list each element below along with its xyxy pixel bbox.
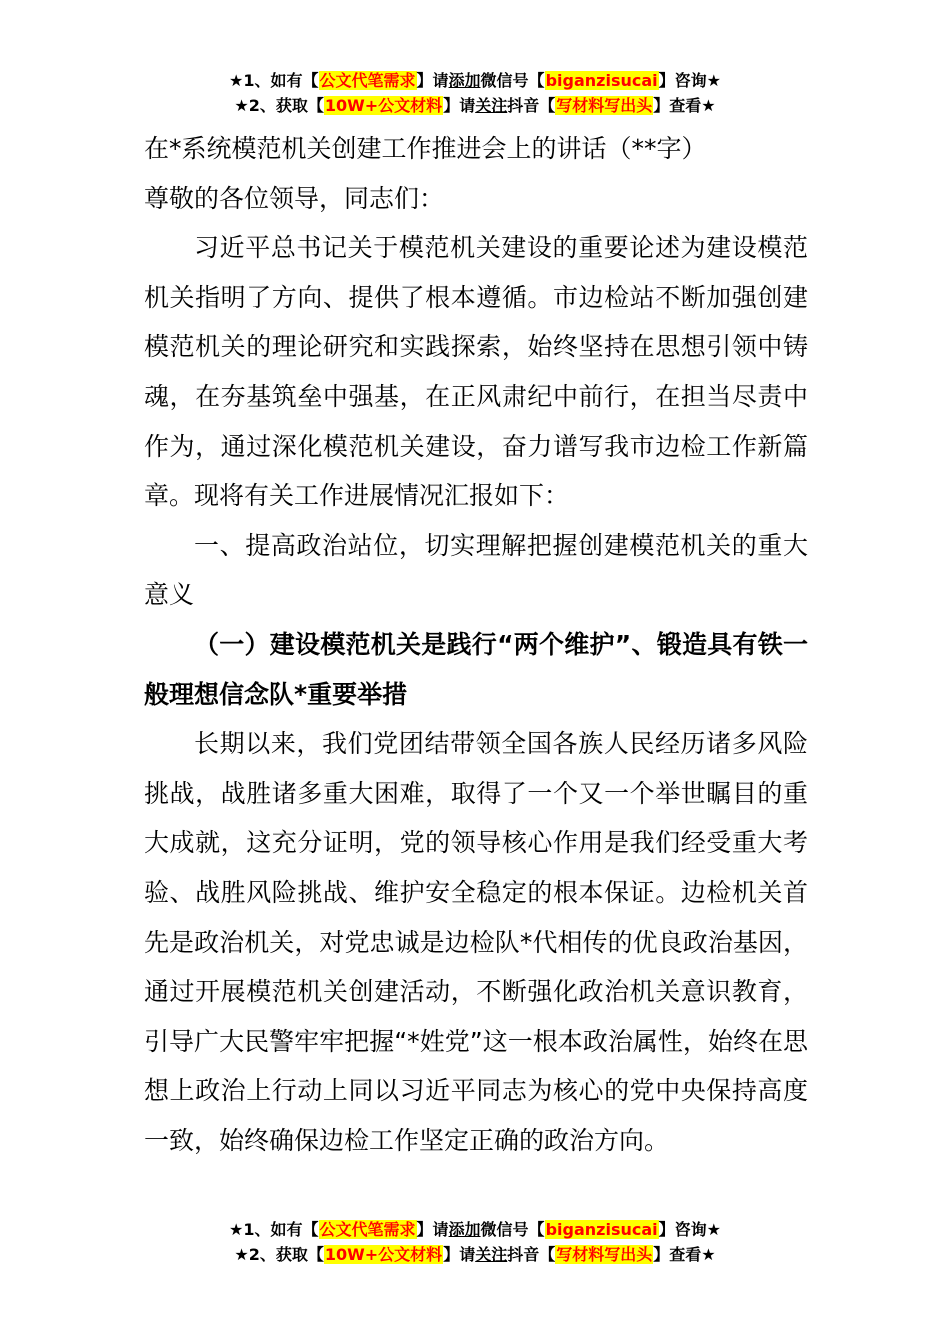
salutation: 尊敬的各位领导，同志们： <box>144 183 445 213</box>
footer-promo-banner <box>0 1217 950 1267</box>
promo-highlight: 10W+公文材料 <box>324 1245 443 1264</box>
promo-line-1: ★1、如有【公文代笔需求】请添加微信号【biganzisucai】咨询★ <box>229 1220 721 1239</box>
promo-highlight: 10W+公文材料 <box>324 96 443 115</box>
promo-line-1: ★1、如有【公文代笔需求】请添加微信号【biganzisucai】咨询★ <box>229 71 721 90</box>
intro-paragraph: 习近平总书记关于模范机关建设的重要论述为建设模范机关指明了方向、提供了根本遵循。市边检站不断加强创建模范机关的理论研究和实践探索，始终坚持在思想引领中铸魂，在夯基筑垒中强基，在正风肃纪中前行，在担当尽责中作为，通过深化模范机关建设，奋力谱写我市边检工作新篇章。现将有关工作进展情况汇报如下： <box>144 233 808 511</box>
promo-line-2: ★2、获取【10W+公文材料】请关注抖音【写材料写出头】查看★ <box>234 1245 716 1264</box>
body-paragraph: 长期以来，我们党团结带领全国各族人民经历诸多风险挑战，战胜诸多重大困难，取得了一个又一个举世瞩目的重大成就，这充分证明，党的领导核心作用是我们经受重大考验、战胜风险挑战、维护安全稳定的根本保证。边检机关首先是政治机关，对党忠诚是边检队*代相传的优良政治基因，通过开展模范机关创建活动，不断强化政治机关意识教育，引导广大民警牢牢把握“*姓党”这一根本政治属性，始终在思想上政治上行动上同以习近平同志为核心的党中央保持高度一致，始终确保边检工作坚定正确的政治方向。 <box>144 729 808 1155</box>
promo-douyin-id: 写材料写出头 <box>556 1245 653 1264</box>
promo-line-2: ★2、获取【10W+公文材料】请关注抖音【写材料写出头】查看★ <box>234 96 716 115</box>
promo-highlight: 公文代笔需求 <box>319 71 416 90</box>
subsection-heading: （一）建设模范机关是践行“两个维护”、锻造具有铁一般理想信念队*重要举措 <box>144 629 808 709</box>
header-promo-banner <box>0 68 950 118</box>
promo-douyin-id: 写材料写出头 <box>556 96 653 115</box>
section-heading: 一、提高政治站位，切实理解把握创建模范机关的重大意义 <box>144 530 808 610</box>
promo-highlight: 公文代笔需求 <box>319 1220 416 1239</box>
promo-wechat-id: biganzisucai <box>545 1220 658 1239</box>
document-body <box>144 124 808 1165</box>
document-title: 在*系统模范机关创建工作推进会上的讲话（**字） <box>144 134 707 163</box>
promo-wechat-id: biganzisucai <box>545 71 658 90</box>
